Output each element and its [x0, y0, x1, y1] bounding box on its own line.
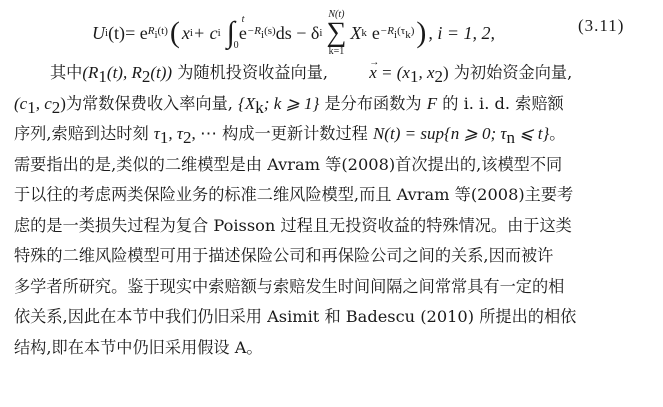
eq-symbol-X: X [350, 22, 362, 43]
eq-subscript: i [189, 27, 193, 40]
eq-sum-upper: N(t) [328, 9, 345, 20]
eq-exponent: −Ri(τk) [379, 25, 415, 42]
eq-sum-operator: N(t) ∑ k=1 [326, 9, 347, 57]
eq-sum-lower: k=1 [328, 45, 345, 57]
text-line: 序列,索赔到达时刻 τ1, τ2, ⋯ 构成一更新计数过程 N(t) = sup{n ⩾ 0; τn ⩽ t}。 [14, 124, 566, 147]
eq-e: e [371, 22, 380, 43]
text-line: 依关系,因此在本节中我们仍旧采用 Asimit 和 Badescu (2010) 所提出的相依 [14, 307, 577, 326]
text-line: 虑的是一类损失过程为复合 Poisson 过程且无投资收益的特殊情况。由于这类 [14, 215, 572, 235]
eq-exponent: Ri(t) [147, 25, 168, 42]
text-line: (c1, c2)为常数保费收入率向量, {Xk; k ⩾ 1} 是分布函数为 F 的 i. i. d. 索赔额 [14, 93, 564, 117]
eq-right-paren: ) [416, 16, 427, 50]
eq-subscript: k [361, 27, 367, 40]
eq-argument: (t) [108, 22, 126, 43]
equation-body [92, 10, 495, 57]
vector-x-symbol: → x [333, 58, 377, 89]
eq-subscript: i [217, 27, 221, 40]
eq-integral-upper: t [241, 14, 245, 26]
eq-subscript: i [319, 27, 323, 40]
equation-3-11 [0, 4, 663, 56]
text-line: 特殊的二维风险模型可用于描述保险公司和再保险公司之间的关系,因而被许 [14, 246, 554, 265]
eq-ds-delta: ds − δ [275, 22, 320, 43]
eq-equals-e: = e [125, 22, 148, 43]
eq-subscript: i [105, 27, 109, 40]
eq-plus-c: + c [192, 22, 218, 43]
text-line: 于以往的考虑两类保险业务的标准二维风险模型,而且 Avram 等(2008)主要考 [14, 185, 574, 204]
text-line: 其中(R1(t), R2(t)) 为随机投资收益向量, → x = (x1, x2) 为初始资金向量, [14, 58, 654, 89]
text-line: 需要指出的是,类似的二维模型是由 Avram 等(2008)首次提出的,该模型不同 [14, 154, 563, 174]
eq-e: e [238, 22, 247, 43]
body-paragraph [14, 58, 654, 363]
eq-symbol-U: U [92, 22, 105, 43]
eq-integral-lower: 0 [233, 40, 239, 52]
text-line: 结构,即在本节中仍旧采用假设 A。 [14, 337, 263, 357]
eq-index: , i = 1, 2, [428, 22, 496, 43]
equation-number: (3.11) [578, 16, 625, 35]
eq-symbol-x: x [181, 22, 190, 43]
eq-integral-sign: ∫ t 0 [226, 14, 245, 52]
text-line: 多学者所研究。鉴于现实中索赔额与索赔发生时间间隔之间常常具有一定的相 [14, 276, 565, 296]
eq-left-paren: ( [169, 16, 180, 50]
eq-exponent: −Ri(s) [246, 25, 276, 42]
